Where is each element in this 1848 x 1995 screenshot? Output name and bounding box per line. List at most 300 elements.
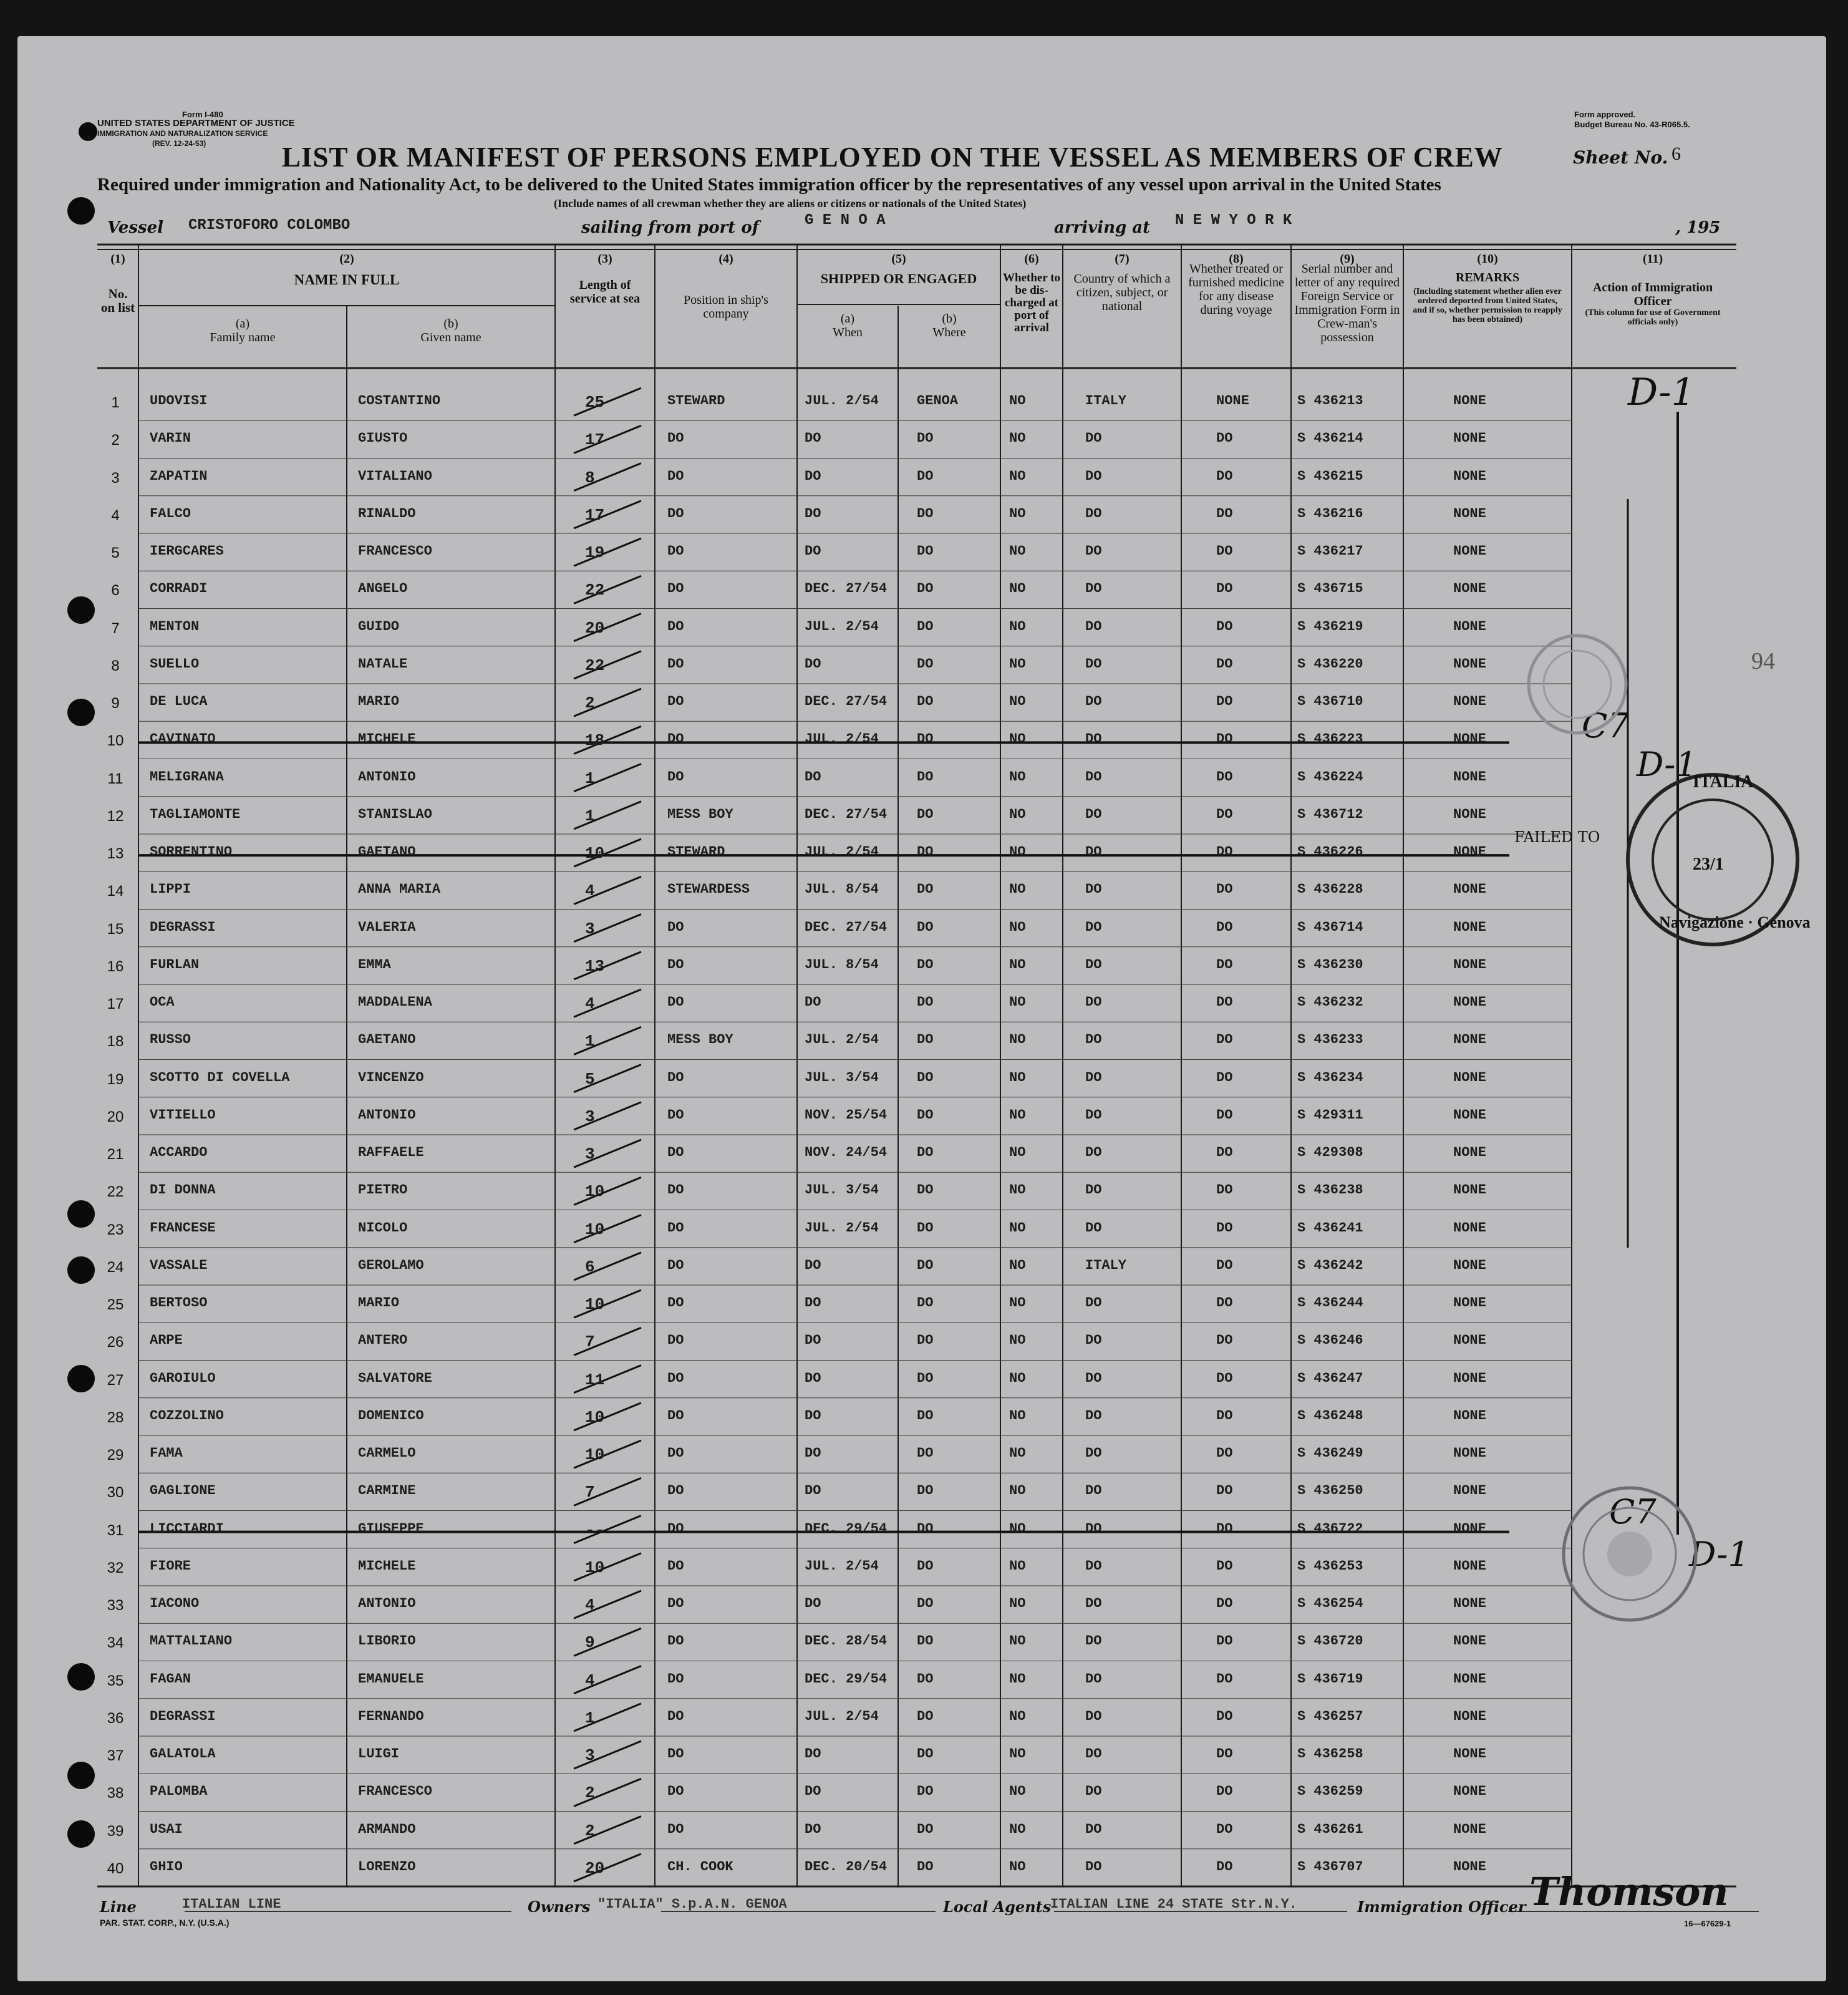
cell-position: DO (667, 1784, 684, 1800)
cell-discharge: NO (1009, 1858, 1026, 1875)
cell-position: DO (667, 656, 684, 672)
cell-position: DO (667, 1558, 684, 1574)
department-label: UNITED STATES DEPARTMENT OF JUSTICE (97, 118, 295, 129)
cell-serial: S 436244 (1297, 1295, 1363, 1311)
row-number: 1 (111, 394, 120, 411)
vessel-name: CRISTOFORO COLOMBO (188, 217, 351, 234)
cell-family: SORRENTINO (150, 844, 233, 860)
cell-country: DO (1085, 1520, 1102, 1536)
col-6-header: Whether to be dis-charged at port of arrival (1003, 271, 1060, 334)
cell-serial: S 436722 (1297, 1520, 1363, 1536)
cell-medicine: NONE (1216, 393, 1249, 409)
form-code: 16—67629-1 (1684, 1919, 1731, 1928)
row-number: 20 (107, 1108, 124, 1125)
cell-country: DO (1085, 1746, 1102, 1762)
cell-discharge: NO (1009, 844, 1026, 860)
cell-country: DO (1085, 1708, 1102, 1724)
cell-position: DO (667, 1182, 684, 1198)
owners-value: "ITALIA" S.p.A.N. GENOA (597, 1896, 787, 1912)
cell-discharge: NO (1009, 1520, 1026, 1536)
cell-when: DO (805, 1746, 821, 1762)
row-number: 30 (107, 1484, 124, 1502)
cell-family: USAI (150, 1821, 183, 1837)
cell-remarks: NONE (1453, 618, 1486, 634)
cell-country: DO (1085, 1332, 1102, 1349)
cell-serial: S 436214 (1297, 430, 1363, 447)
cell-country: DO (1085, 1558, 1102, 1574)
cell-service: 19 (585, 543, 605, 562)
cell-when: DEC. 29/54 (805, 1520, 888, 1536)
cell-where: DO (917, 881, 934, 898)
cell-serial: S 436707 (1297, 1858, 1363, 1875)
row-number: 14 (107, 883, 124, 900)
cell-family: TAGLIAMONTE (150, 806, 241, 822)
cell-when: DO (805, 468, 821, 484)
service-label: IMMIGRATION AND NATURALIZATION SERVICE (97, 129, 268, 138)
cell-discharge: NO (1009, 956, 1026, 973)
cell-family: MATTALIANO (150, 1633, 233, 1649)
cell-service: 10 (585, 1220, 605, 1239)
col-2-header: NAME IN FULL (294, 272, 400, 288)
cell-serial: S 436232 (1297, 994, 1363, 1010)
row-number: 40 (107, 1860, 124, 1877)
page-title: LIST OR MANIFEST OF PERSONS EMPLOYED ON THE VESSEL AS MEMBERS OF CREW (282, 142, 1503, 173)
cell-position: DO (667, 1257, 684, 1273)
col-5-header: SHIPPED OR ENGAGED (820, 271, 977, 286)
cell-when: DO (805, 769, 821, 785)
cell-remarks: NONE (1453, 731, 1486, 747)
cell-family: GHIO (150, 1858, 183, 1875)
cell-country: DO (1085, 1821, 1102, 1837)
cell-discharge: NO (1009, 881, 1026, 898)
cell-medicine: DO (1216, 1483, 1233, 1499)
cell-family: CAVINATO (150, 731, 216, 747)
cell-medicine: DO (1216, 1182, 1233, 1198)
cell-serial: S 436223 (1297, 731, 1363, 747)
cell-position: DO (667, 1145, 684, 1160)
cell-given: FRANCESCO (358, 1784, 432, 1800)
cell-when: DO (805, 1332, 821, 1349)
cell-given: RAFFAELE (358, 1145, 424, 1160)
cell-where: DO (917, 581, 934, 597)
cell-given: COSTANTINO (358, 393, 441, 409)
cell-service: 7 (585, 1483, 595, 1502)
col-8-header: Whether treated or furnished medicine for any disease during voyage (1188, 262, 1284, 317)
cell-where: DO (917, 1520, 934, 1536)
cell-remarks: NONE (1453, 1407, 1486, 1424)
cell-given: CARMELO (358, 1445, 416, 1461)
cell-when: DEC. 29/54 (805, 1671, 888, 1687)
cell-position: DO (667, 1445, 684, 1461)
cell-remarks: NONE (1453, 844, 1486, 860)
cell-remarks: NONE (1453, 1746, 1486, 1762)
agents-label: Local Agents (943, 1898, 1052, 1916)
cell-where: DO (917, 468, 934, 484)
cell-family: FURLAN (150, 956, 200, 973)
cell-given: ANGELO (358, 581, 408, 597)
row-number: 33 (107, 1597, 124, 1614)
cell-given: ANTONIO (358, 1596, 416, 1611)
cell-family: PALOMBA (150, 1784, 208, 1800)
cell-country: DO (1085, 844, 1102, 860)
cell-where: DO (917, 1445, 934, 1461)
cell-remarks: NONE (1453, 806, 1486, 822)
cell-where: DO (917, 1370, 934, 1386)
cell-country: DO (1085, 656, 1102, 672)
col-10-header: REMARKS (1455, 271, 1520, 284)
cell-position: DO (667, 1520, 684, 1536)
cell-serial: S 436254 (1297, 1596, 1363, 1611)
cell-given: GAETANO (358, 1032, 416, 1048)
cell-when: JUL. 2/54 (805, 1032, 879, 1048)
cell-family: COZZOLINO (150, 1407, 224, 1424)
officer-label: Immigration Officer (1357, 1898, 1526, 1916)
cell-position: MESS BOY (667, 1032, 733, 1048)
cell-service: 10 (585, 844, 605, 863)
row-number: 13 (107, 845, 124, 862)
col-10-number: (10) (1477, 252, 1498, 266)
cell-family: FAGAN (150, 1671, 191, 1687)
cell-discharge: NO (1009, 731, 1026, 747)
col-9-number: (9) (1340, 252, 1355, 266)
cell-service: 3 (585, 1107, 595, 1126)
cell-given: GEROLAMO (358, 1257, 424, 1273)
cell-medicine: DO (1216, 994, 1233, 1010)
cell-remarks: NONE (1453, 1520, 1486, 1536)
cell-service: 4 (585, 1671, 595, 1690)
cell-country: DO (1085, 618, 1102, 634)
cell-discharge: NO (1009, 618, 1026, 634)
cell-medicine: DO (1216, 956, 1233, 973)
cell-service: 10 (585, 1407, 605, 1427)
cell-where: DO (917, 994, 934, 1010)
cell-remarks: NONE (1453, 1145, 1486, 1160)
cell-serial: S 436220 (1297, 656, 1363, 672)
cell-where: DO (917, 1407, 934, 1424)
cell-family: ACCARDO (150, 1145, 208, 1160)
col-4-number: (4) (718, 252, 733, 266)
cell-service: 25 (585, 393, 605, 412)
cell-remarks: NONE (1453, 656, 1486, 672)
cell-given: SALVATORE (358, 1370, 432, 1386)
cell-when: DEC. 20/54 (805, 1858, 888, 1875)
cell-when: DEC. 27/54 (805, 581, 888, 597)
cell-service: -- (585, 1520, 605, 1540)
cell-discharge: NO (1009, 1596, 1026, 1611)
cell-family: GAGLIONE (150, 1483, 216, 1499)
cell-family: DI DONNA (150, 1182, 216, 1198)
cell-serial: S 436261 (1297, 1821, 1363, 1837)
cell-when: DO (805, 1784, 821, 1800)
col-5b-header: (b) Where (932, 312, 966, 339)
cell-medicine: DO (1216, 1708, 1233, 1724)
cell-where: DO (917, 505, 934, 522)
vessel-label: Vessel (107, 218, 164, 237)
cell-country: DO (1085, 1633, 1102, 1649)
cell-serial: S 436242 (1297, 1257, 1363, 1273)
form-number: Form I-480 (182, 110, 223, 119)
cell-when: JUL. 3/54 (805, 1182, 879, 1198)
cell-remarks: NONE (1453, 468, 1486, 484)
cell-family: FRANCESE (150, 1220, 216, 1236)
italia-stamp-date: 23/1 (1693, 855, 1724, 874)
cell-family: VITIELLO (150, 1107, 216, 1123)
cell-family: VASSALE (150, 1257, 208, 1273)
row-number: 11 (107, 770, 123, 787)
cell-where: DO (917, 1821, 934, 1837)
col-9-header: Serial number and letter of any required Foreign Service or Immigration Form in Crew-man's possession (1294, 262, 1400, 344)
cell-serial: S 436246 (1297, 1332, 1363, 1349)
cell-given: FERNANDO (358, 1708, 424, 1724)
cell-serial: S 436233 (1297, 1032, 1363, 1048)
row-number: 21 (107, 1146, 124, 1163)
col-7-number: (7) (1115, 252, 1130, 266)
cell-medicine: DO (1216, 806, 1233, 822)
cell-service: 1 (585, 1708, 595, 1727)
cell-medicine: DO (1216, 1145, 1233, 1160)
cell-country: DO (1085, 1182, 1102, 1198)
cell-serial: S 429311 (1297, 1107, 1363, 1123)
cell-serial: S 436241 (1297, 1220, 1363, 1236)
cell-medicine: DO (1216, 1520, 1233, 1536)
cell-position: DO (667, 1107, 684, 1123)
cell-when: JUL. 2/54 (805, 1708, 879, 1724)
cell-position: DO (667, 994, 684, 1010)
cell-when: DO (805, 543, 821, 559)
cell-where: DO (917, 919, 934, 935)
cell-position: DO (667, 769, 684, 785)
cell-when: DO (805, 994, 821, 1010)
cell-country: DO (1085, 1596, 1102, 1611)
col-1-number: (1) (110, 252, 125, 266)
cell-remarks: NONE (1453, 1708, 1486, 1724)
cell-family: FALCO (150, 505, 191, 522)
cell-family: UDOVISI (150, 393, 208, 409)
cell-medicine: DO (1216, 919, 1233, 935)
cell-remarks: NONE (1453, 1107, 1486, 1123)
action-mark-d1: D-1 (1628, 371, 1695, 414)
cell-service: 8 (585, 468, 595, 487)
cell-family: GAROIULO (150, 1370, 216, 1386)
italia-stamp-navigazione: Navigazione · Genova (1659, 913, 1811, 931)
row-number: 36 (107, 1709, 124, 1727)
cell-given: NATALE (358, 656, 408, 672)
cell-medicine: DO (1216, 1671, 1233, 1687)
consular-stamp (1558, 1482, 1701, 1626)
cell-when: DEC. 27/54 (805, 694, 888, 709)
cell-given: VALERIA (358, 919, 416, 935)
cell-remarks: NONE (1453, 694, 1486, 709)
cell-service: 6 (585, 1257, 595, 1276)
cell-service: 4 (585, 1596, 595, 1614)
cell-serial: S 436710 (1297, 694, 1363, 709)
cell-when: DO (805, 1483, 821, 1499)
cell-medicine: DO (1216, 1107, 1233, 1123)
cell-medicine: DO (1216, 1746, 1233, 1762)
row-number: 19 (107, 1070, 124, 1088)
cell-family: CORRADI (150, 581, 208, 597)
cell-medicine: DO (1216, 468, 1233, 484)
cell-serial: S 436219 (1297, 618, 1363, 634)
cell-remarks: NONE (1453, 1220, 1486, 1236)
cell-service: 10 (585, 1445, 605, 1464)
cell-given: VINCENZO (358, 1069, 424, 1085)
col-11-number: (11) (1642, 252, 1663, 266)
cell-medicine: DO (1216, 694, 1233, 709)
sheet-number: 6 (1671, 143, 1681, 164)
cell-country: DO (1085, 881, 1102, 898)
cell-when: JUL. 2/54 (805, 844, 879, 860)
cell-country: DO (1085, 956, 1102, 973)
col-3-header: Length of service at sea (569, 278, 641, 306)
cell-service: 2 (585, 1821, 595, 1840)
cell-given: MICHELE (358, 731, 416, 747)
cell-medicine: DO (1216, 1332, 1233, 1349)
cell-serial: S 436712 (1297, 806, 1363, 822)
row-number: 17 (107, 996, 124, 1012)
cell-where: DO (917, 769, 934, 785)
cell-discharge: NO (1009, 1558, 1026, 1574)
cell-service: 4 (585, 881, 595, 901)
cell-where: DO (917, 1483, 934, 1499)
cell-remarks: NONE (1453, 1596, 1486, 1611)
row-number: 26 (107, 1334, 124, 1351)
cell-service: 3 (585, 1145, 595, 1163)
cell-medicine: DO (1216, 1558, 1233, 1574)
cell-given: GUIDO (358, 618, 400, 634)
cell-when: DO (805, 1257, 821, 1273)
cell-discharge: NO (1009, 1671, 1026, 1687)
cell-medicine: DO (1216, 1370, 1233, 1386)
cell-where: DO (917, 1295, 934, 1311)
cell-given: CARMINE (358, 1483, 416, 1499)
cell-given: MARIO (358, 1295, 400, 1311)
cell-position: DO (667, 956, 684, 973)
cell-position: DO (667, 505, 684, 522)
cell-given: EMANUELE (358, 1671, 424, 1687)
cell-medicine: DO (1216, 1032, 1233, 1048)
cell-remarks: NONE (1453, 1069, 1486, 1085)
row-number: 9 (111, 695, 120, 712)
cell-serial: S 436715 (1297, 581, 1363, 597)
cell-position: STEWARDESS (667, 881, 750, 898)
col-10-note: (Including statement whether alien ever ordered deported from United States, and if so, whether permission to reapply has been obtained) (1413, 287, 1562, 324)
cell-given: MICHELE (358, 1558, 416, 1574)
cell-discharge: NO (1009, 543, 1026, 559)
cell-where: DO (917, 1746, 934, 1762)
cell-when: DEC. 28/54 (805, 1633, 888, 1649)
year-label: , 195 (1675, 218, 1721, 237)
cell-position: CH. COOK (667, 1858, 733, 1875)
cell-remarks: NONE (1453, 581, 1486, 597)
cell-country: DO (1085, 1069, 1102, 1085)
cell-where: DO (917, 806, 934, 822)
col-7-header: Country of which a citizen, subject, or national (1073, 272, 1171, 313)
row-number: 23 (107, 1221, 124, 1238)
cell-serial: S 436249 (1297, 1445, 1363, 1461)
cell-service: 3 (585, 919, 595, 938)
cell-when: JUL. 8/54 (805, 881, 879, 898)
cell-remarks: NONE (1453, 1483, 1486, 1499)
cell-country: DO (1085, 806, 1102, 822)
cell-country: ITALY (1085, 1257, 1127, 1273)
row-number: 2 (111, 432, 120, 449)
cell-service: 10 (585, 1295, 605, 1314)
cell-country: DO (1085, 1483, 1102, 1499)
cell-remarks: NONE (1453, 1558, 1486, 1574)
row-number: 28 (107, 1409, 124, 1426)
cell-serial: S 436250 (1297, 1483, 1363, 1499)
cell-service: 2 (585, 694, 595, 712)
cell-where: DO (917, 1032, 934, 1048)
cell-given: GIUSEPPE (358, 1520, 424, 1536)
cell-when: DO (805, 1596, 821, 1611)
row-number: 6 (111, 582, 120, 599)
cell-discharge: NO (1009, 1107, 1026, 1123)
col-2b-header: (b) Given name (420, 317, 481, 344)
cell-service: 1 (585, 769, 595, 788)
cell-position: DO (667, 1671, 684, 1687)
cell-remarks: NONE (1453, 919, 1486, 935)
cell-where: DO (917, 1633, 934, 1649)
col-1-header: No. on list (100, 286, 135, 315)
cell-family: RUSSO (150, 1032, 191, 1048)
cell-remarks: NONE (1453, 1295, 1486, 1311)
cell-where: DO (917, 430, 934, 447)
cell-family: BERTOSO (150, 1295, 208, 1311)
col-5-number: (5) (891, 252, 906, 266)
cell-when: DO (805, 1445, 821, 1461)
cell-serial: S 436253 (1297, 1558, 1363, 1574)
row-number: 15 (107, 920, 124, 938)
cell-service: 17 (585, 505, 605, 525)
action-mark-d1: D-1 (1637, 745, 1697, 784)
cell-medicine: DO (1216, 769, 1233, 785)
cell-discharge: NO (1009, 1746, 1026, 1762)
cell-remarks: NONE (1453, 1370, 1486, 1386)
cell-discharge: NO (1009, 1032, 1026, 1048)
cell-service: 2 (585, 1784, 595, 1803)
cell-position: DO (667, 919, 684, 935)
cell-medicine: DO (1216, 1858, 1233, 1875)
cell-service: 20 (585, 1858, 605, 1878)
cell-country: DO (1085, 1784, 1102, 1800)
cell-discharge: NO (1009, 1370, 1026, 1386)
cell-given: STANISLAO (358, 806, 432, 822)
cell-remarks: NONE (1453, 543, 1486, 559)
action-mark-d1: D-1 (1689, 1535, 1749, 1574)
cell-serial: S 436258 (1297, 1746, 1363, 1762)
col-2a-header: (a) Family name (210, 317, 276, 344)
cell-where: DO (917, 1257, 934, 1273)
cell-family: FIORE (150, 1558, 191, 1574)
cell-where: DO (917, 956, 934, 973)
cell-discharge: NO (1009, 994, 1026, 1010)
cell-family: GALATOLA (150, 1746, 216, 1762)
cell-service: 10 (585, 1558, 605, 1577)
cell-when: JUL. 2/54 (805, 1558, 879, 1574)
col-11-header: Action of Immigration Officer (1592, 281, 1713, 308)
arriving-label: arriving at (1054, 218, 1151, 237)
revision-label: (REV. 12-24-53) (152, 139, 206, 148)
arrival-port: N E W Y O R K (1175, 212, 1292, 229)
col-4-header: Position in ship's company (684, 293, 768, 321)
cell-where: DO (917, 1858, 934, 1875)
owners-label: Owners (528, 1898, 591, 1916)
cell-country: DO (1085, 994, 1102, 1010)
cell-family: DEGRASSI (150, 919, 216, 935)
cell-service: 18 (585, 731, 605, 750)
